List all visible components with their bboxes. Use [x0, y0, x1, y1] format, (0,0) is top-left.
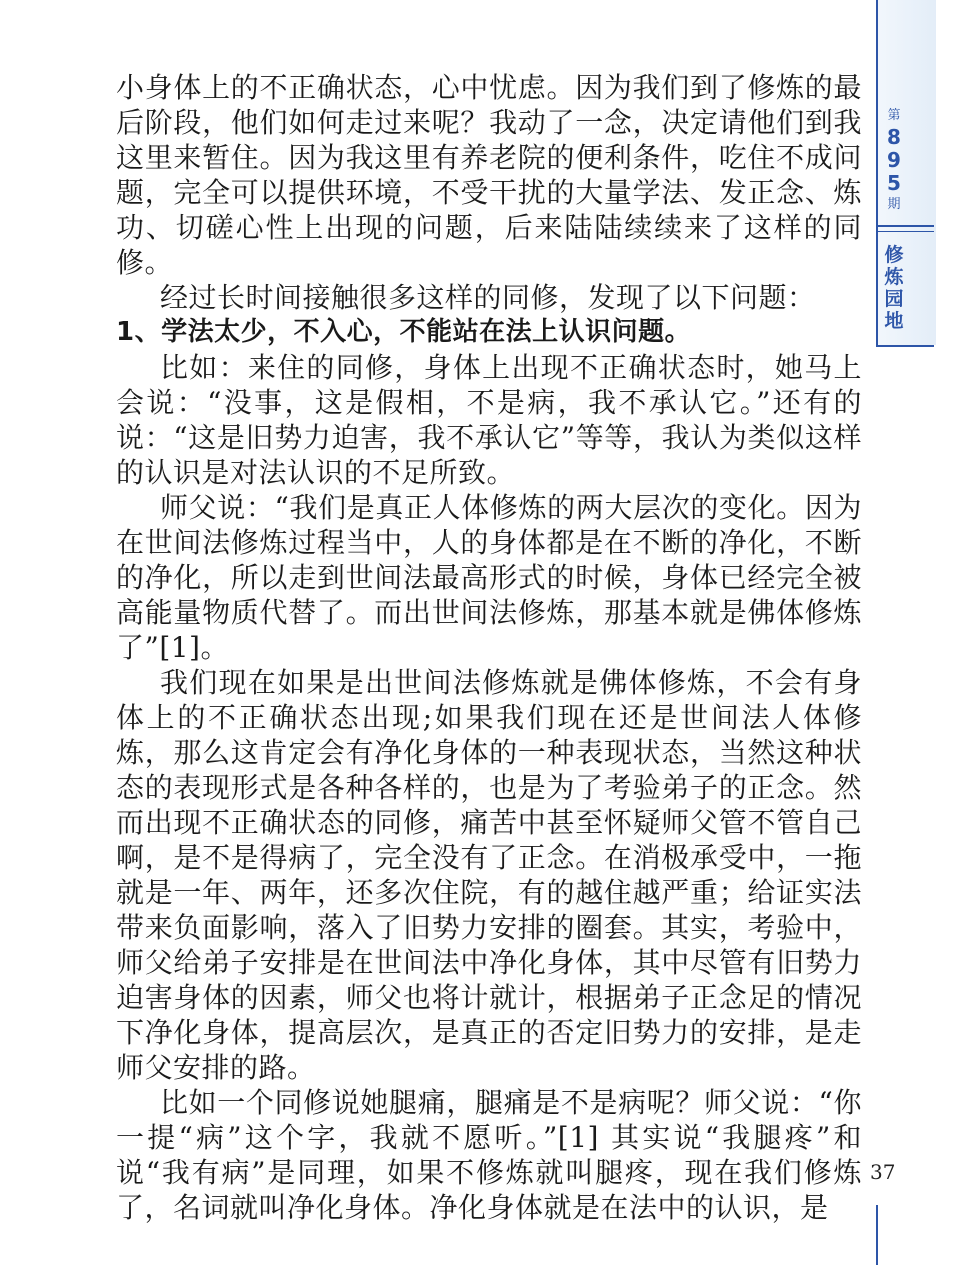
sidebar-divider — [876, 345, 934, 347]
page-number: 37 — [870, 1160, 896, 1184]
issue-prefix: 第 — [887, 108, 901, 123]
paragraph-6: 比如一个同修说她腿痛，腿痛是不是病呢？师父说：“你一提“病”这个字，我就不愿听。”[1] 其实说“我腿疼”和说“我有病”是同理，如果不修炼就叫腿疼，现在我们修炼了，名词就叫净化身体。净化身体就是在法中的认识，是 — [116, 1086, 862, 1224]
section-char: 园 — [884, 288, 904, 310]
paragraph-2: 经过长时间接触很多这样的同修，发现了以下问题： — [160, 281, 816, 314]
sidebar-bottom-rule — [876, 1205, 878, 1265]
sidebar-strip — [876, 0, 978, 1265]
section-heading: 1、学法太少，不入心，不能站在法上认识问题。 — [116, 317, 692, 347]
issue-digit: 5 — [887, 171, 901, 195]
issue-digit: 9 — [887, 148, 901, 172]
sidebar-divider — [876, 231, 934, 232]
sidebar-divider — [876, 225, 934, 227]
paragraph-1: 小身体上的不正确状态，心中忧虑。因为我们到了修炼的最后阶段，他们如何走过来呢？我动了一念，决定请他们到我这里来暂住。因为我这里有养老院的便利条件，吃住不成问题，完全可以提供环境，不受干扰的大量学法、发正念、炼功、切磋心性上出现的问题，后来陆陆续续来了这样的同修。 — [116, 71, 862, 279]
issue-number — [876, 106, 912, 215]
paragraph-5: 我们现在如果是出世间法修炼就是佛体修炼，不会有身体上的不正确状态出现;如果我们现在还是世间法人体修炼，那么这肯定会有净化身体的一种表现状态，当然这种状态的表现形式是各种各样的，也是为了考验弟子的正念。然而出现不正确状态的同修，痛苦中甚至怀疑师父管不管自己啊，是不是得病了，完全没有了正念。在消极承受中，一拖就是一年、两年，还多次住院，有的越住越严重；给证实法带来负面影响，落入了旧势力安排的圈套。其实，考验中，师父给弟子安排是在世间法中净化身体，其中尽管有旧势力迫害身体的因素，师父也将计就计，根据弟子正念足的情况下净化身体，提高层次，是真正的否定旧势力的安排，是走师父安排的路。 — [116, 666, 862, 1084]
article-body — [116, 70, 862, 1225]
paragraph-4-quote: 师父说：“我们是真正人体修炼的两大层次的变化。因为在世间法修炼过程当中，人的身体都是在不断的净化，不断的净化，所以走到世间法最高形式的时候，身体已经完全被高能量物质代替了。而出世间法修炼，那基本就是佛体修炼了”[1]。 — [116, 491, 862, 664]
section-name — [876, 244, 912, 332]
section-char: 修 — [884, 244, 904, 266]
paragraph-3: 比如：来住的同修，身体上出现不正确状态时，她马上会说：“没事，这是假相，不是病，我不承认它。”还有的说：“这是旧势力迫害，我不承认它”等等，我认为类似这样的认识是对法认识的不足所致。 — [116, 351, 862, 489]
section-char: 炼 — [884, 266, 904, 288]
issue-digit: 8 — [887, 125, 901, 149]
section-char: 地 — [884, 310, 904, 332]
issue-suffix: 期 — [887, 197, 901, 212]
